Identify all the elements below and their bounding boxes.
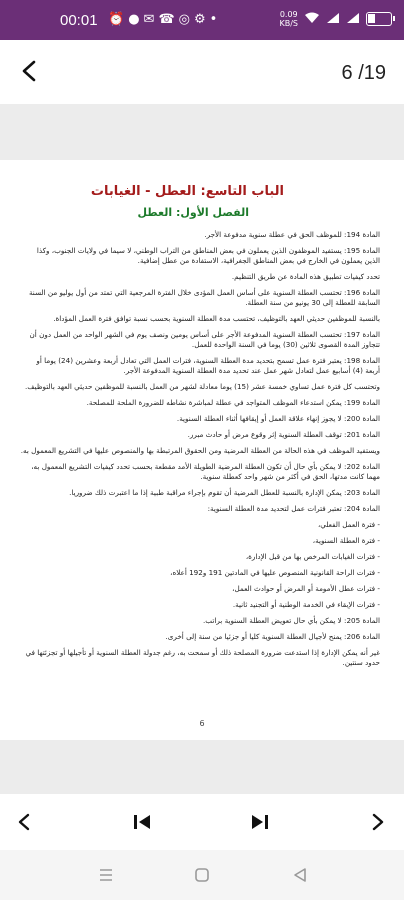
instagram-icon: ◎ xyxy=(178,12,194,27)
skip-last-icon[interactable] xyxy=(244,806,276,838)
speed-value: 0.09 xyxy=(279,10,298,19)
status-notification-icons xyxy=(108,12,221,27)
document-paragraph: تحدد كيفيات تطبيق هذه المادة عن طريق التنظيم. xyxy=(231,272,380,281)
app-bar xyxy=(0,40,404,104)
document-paragraph: المادة 202: لا يمكن بأي حال أن تكون العطلة المرضية الطويلة الأمد مقطعة بحسب تحدد كيفيات التشريع المعمول به، مهما كانت مدتها، الحق في أكثر من شهر واحد كعطلة سنوية. xyxy=(31,462,380,481)
battery-icon xyxy=(366,12,392,26)
status-right xyxy=(279,10,392,28)
home-icon[interactable] xyxy=(190,864,214,886)
status-bar xyxy=(0,0,404,40)
document-paragraph: المادة 194: للموظف الحق في عطلة سنوية مدفوعة الأجر. xyxy=(204,230,380,239)
document-paragraph: - فترات الإبقاء في الخدمة الوطنية أو التجنيد ثانية. xyxy=(232,600,380,609)
battery-level-fill xyxy=(368,14,375,23)
chevron-right-icon[interactable] xyxy=(362,806,394,838)
document-paragraph: بالنسبة للموظفين حديثي العهد بالتوظيف، تحتسب مدة العطلة السنوية بحسب نسبة توافق فترة العمل المؤداة. xyxy=(53,314,380,323)
document-paragraph: - فترات الراحة القانونية المنصوص عليها في المادتين 191 و192 أعلاه، xyxy=(170,568,380,577)
messenger-icon: ✉ xyxy=(143,12,159,27)
back-arrow-icon[interactable] xyxy=(12,54,46,88)
document-paragraph: غير أنه يمكن الإدارة إذا استدعت ضرورة المصلحة ذلك أو سمحت به، رغم جدولة العطلة السنوية أو تأجيلها أو تجزئتها في حدود سنتين. xyxy=(25,648,380,667)
chevron-left-icon[interactable] xyxy=(8,806,40,838)
document-paragraph: المادة 198: يعتبر فترة عمل تسمح بتحديد مدة العطلة السنوية، فترات العمل التي تعادل أربعة وعشرين (24) يوما أو أربعة (4) أسابيع عمل لتعادل شهر عمل عند تحديد مدة العطلة السنوية المدفوعة الأجر. xyxy=(36,356,380,375)
page-number: 6 xyxy=(199,719,205,728)
section-title: الفصل الأول: العطل xyxy=(137,206,249,219)
status-time: 00:01 xyxy=(60,12,98,29)
settings-icon: ⚙ xyxy=(193,12,210,27)
document-paragraph: المادة 200: لا يجوز إنهاء علاقة العمل أو إيقافها أثناء العطلة السنوية. xyxy=(176,414,380,423)
alarm-icon: ⏰ xyxy=(108,12,129,27)
document-paragraph: المادة 206: يمنح لأجيال العطلة السنوية كليا أو جزئيا من سنة إلى أخرى. xyxy=(165,632,380,641)
document-paragraph: المادة 204: تعتبر فترات عمل لتحديد مدة العطلة السنوية: xyxy=(207,504,380,513)
chapter-title: الباب التاسع: العطل - الغيابات xyxy=(90,184,284,199)
wifi-icon xyxy=(304,12,320,27)
document-body xyxy=(20,230,380,674)
recents-icon[interactable] xyxy=(94,864,118,886)
document-paragraph: المادة 205: لا يمكن بأي حال تعويض العطلة السنوية براتب. xyxy=(203,616,380,625)
document-paragraph: - فترات الغيابات المرخص بها من قبل الإدارة، xyxy=(245,552,380,561)
network-speed xyxy=(279,10,298,28)
document-paragraph: المادة 196: تحتسب العطلة السنوية على أساس العمل المؤدى خلال الفترة المرجعية التي تمتد من أول يوليو من السنة السابقة للعطلة إلى 30 يونيو من سنة العطلة. xyxy=(28,288,380,307)
pdf-page xyxy=(0,160,404,740)
document-paragraph: وتحتسب كل فترة عمل تساوي خمسة عشر (15) يوما معادلة لشهر من العمل بالنسبة للموظفين حديثي العهد بالتوظيف. xyxy=(24,382,380,391)
document-paragraph: المادة 195: يستفيد الموظفون الذين يعملون في بعض المناطق من التراب الوطني، لا سيما في ولايات الجنوب، وكذا الذين يعملون في الخارج في بعض المناطق الجغرافية، الاستفادة من عطل إضافية. xyxy=(36,246,380,265)
document-paragraph: المادة 199: يمكن استدعاء الموظف المتواجد في عطلة لمباشرة نشاطه للضرورة الملحة للمصلحة. xyxy=(86,398,380,407)
document-paragraph: - فترة العطلة السنوية، xyxy=(312,536,380,545)
wifi-calling-icon: ☎ xyxy=(158,12,179,27)
signal-icon xyxy=(346,12,360,27)
document-paragraph: ويستفيد الموظف في هذه الحالة من العطلة المرضية ومن الحقوق المرتبطة بها والمنصوص عليها في التشريع المعمول به. xyxy=(20,446,380,455)
skip-first-icon[interactable] xyxy=(126,806,158,838)
document-viewer[interactable] xyxy=(0,104,404,794)
document-paragraph: المادة 203: يمكن الإدارة بالنسبة للعطل المرضية أن تقوم بإجراء مراقبة طبية إذا ما اعتبرت ذلك ضروريا. xyxy=(69,488,380,497)
system-nav-bar xyxy=(0,850,404,900)
page-indicator: 6 /19 xyxy=(341,62,386,84)
notification-dot-icon: • xyxy=(209,12,222,27)
notification-icon: ● xyxy=(128,12,144,27)
back-triangle-icon[interactable] xyxy=(288,864,312,886)
signal-icon xyxy=(326,12,340,27)
document-paragraph: - فترة العمل الفعلي، xyxy=(317,520,380,529)
speed-unit: KB/S xyxy=(279,19,298,28)
document-paragraph: المادة 201: توقف العطلة السنوية إثر وقوع مرض أو حادث مبرر. xyxy=(187,430,380,439)
document-paragraph: - فترات عطل الأمومة أو المرض أو حوادث العمل، xyxy=(232,584,380,593)
page-controls xyxy=(0,794,404,850)
document-paragraph: المادة 197: تحتسب العطلة السنوية المدفوعة الأجر على أساس يومين ونصف يوم في الشهر الواحد من العمل دون أن تتجاوز المدة القصوى ثلاثين (30) يوما في السنة الواحدة للعمل. xyxy=(29,330,380,349)
